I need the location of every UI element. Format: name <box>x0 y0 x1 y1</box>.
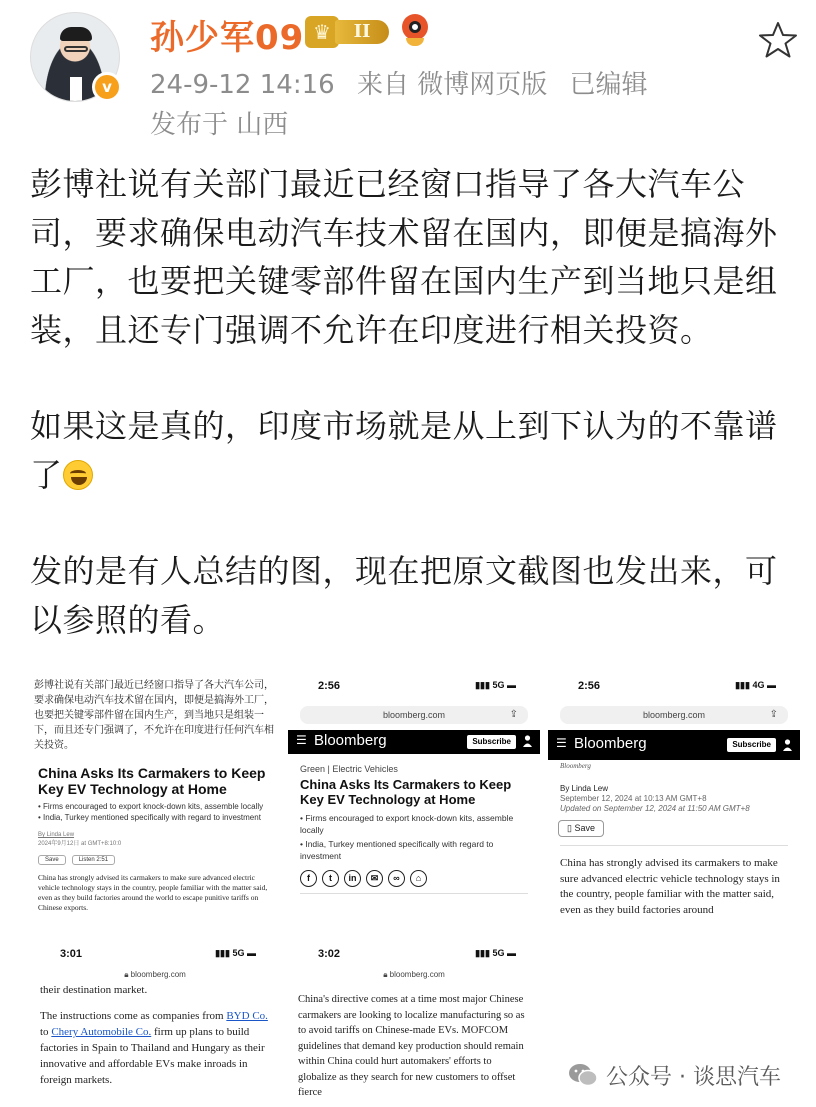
article-body: China's directive comes at a time most major Chinese carmakers are looking to localize manufacturing so as to avoid tariffs on Chinese-made EVs. MOFCOM guidelines that demand key production should remain within China could hurt automakers' efforts to globalize as they search for new customers to offset fierce <box>298 994 525 1098</box>
post-paragraph: 如果这是真的，印度市场就是从上到下认为的不靠谱了 <box>30 407 778 494</box>
share-icon[interactable]: ⇪ <box>769 709 778 720</box>
divider <box>560 845 788 846</box>
chery-link[interactable]: Chery Automobile Co. <box>51 1026 152 1038</box>
post-image-4[interactable] <box>30 940 280 1107</box>
user-icon[interactable] <box>783 739 792 751</box>
username[interactable]: 孙少军09 <box>150 18 305 58</box>
bullet-1: • Firms encouraged to export knock-down kits, assemble locally <box>300 813 514 835</box>
menu-icon[interactable]: ☰ <box>556 736 567 750</box>
article-body-2: The instructions come as companies from BYD Co. to Chery Automobile Co. firm up plans to build factories in Spain to Thailand and Hungary as their innovative and affordable EVs make inroads in foreign markets. <box>40 1010 268 1086</box>
user-icon[interactable] <box>523 735 532 747</box>
status-bar: 2:56 ▮▮▮ 4G ▬ <box>578 680 776 692</box>
post-meta <box>150 64 661 101</box>
linkedin-icon[interactable]: in <box>344 870 361 887</box>
article-byline: By Linda Lew September 12, 2024 at 10:13 AM GMT+8 Updated on September 12, 2024 at 11:50 AM GMT+8 <box>560 784 750 813</box>
level-label: II <box>335 20 389 44</box>
verified-icon: v <box>92 72 122 102</box>
bloomberg-nav <box>288 730 540 754</box>
twitter-icon[interactable]: t <box>322 870 339 887</box>
save-button[interactable]: ▯ Save <box>558 820 604 837</box>
post-image-1[interactable] <box>30 672 280 934</box>
address-bar[interactable]: bloomberg.com ⇪ <box>560 706 788 724</box>
gift-icon[interactable]: ⌂ <box>410 870 427 887</box>
email-icon[interactable]: ✉ <box>366 870 383 887</box>
save-button[interactable]: Save <box>38 855 66 865</box>
bloomberg-logo: Bloomberg <box>574 735 647 752</box>
bullet-1: • Firms encouraged to export knock-down kits, assemble locally <box>38 802 264 811</box>
address-bar[interactable]: 🔒︎ bloomberg.com <box>124 970 186 979</box>
post-body <box>30 160 790 692</box>
byd-link[interactable]: BYD Co. <box>226 1010 268 1022</box>
address-bar[interactable]: bloomberg.com ⇪ <box>300 706 528 724</box>
bloomberg-nav <box>548 730 800 760</box>
article-actions <box>30 849 280 865</box>
article-section: Green | Electric Vehicles <box>300 764 398 774</box>
bloomberg-logo: Bloomberg <box>314 732 387 749</box>
article-headline: China Asks Its Carmakers to Keep Key EV Technology at Home <box>38 765 266 797</box>
watermark <box>568 1058 781 1092</box>
post-paragraph: 彭博社说有关部门最近已经窗口指导了各大汽车公司，要求确保电动汽车技术留在国内，即便是搞海外工厂，也要把关键零部件留在国内生产到当地只是组装，且还专门强调不允许在印度进行相关投资。 <box>30 165 778 349</box>
post-timestamp: 24-9-12 14:16 <box>150 70 335 100</box>
share-icon[interactable]: ⇪ <box>509 709 518 720</box>
membership-icon[interactable] <box>400 14 430 48</box>
post-image-3[interactable] <box>548 672 800 934</box>
article-headline: China Asks Its Carmakers to Keep Key EV Technology at Home <box>300 777 512 807</box>
article-body-1: their destination market. <box>40 984 148 996</box>
link-icon[interactable]: ∞ <box>388 870 405 887</box>
article-byline: By Linda Lew 2024年9月12日 at GMT+8:10:0 <box>38 832 122 847</box>
facebook-icon[interactable]: f <box>300 870 317 887</box>
share-icons <box>288 862 540 887</box>
level-badge[interactable] <box>305 16 389 48</box>
image-caption: 彭博社说有关部门最近已经窗口指导了各大汽车公司，要求确保电动汽车技术留在国内，即便是搞海外工厂，也要把关键零部件留在国内生产，到当地只是组装一下，而且还专门强调了，不允许在印度进行任何汽车相关投资。 <box>34 680 274 751</box>
post-header <box>0 0 816 150</box>
post-location: 发布于 山西 <box>150 110 289 140</box>
crown-icon: ♛ <box>305 16 339 48</box>
post-image-5[interactable] <box>288 940 540 1107</box>
subscribe-button[interactable]: Subscribe <box>467 735 516 749</box>
wechat-official-account-icon <box>568 1062 598 1088</box>
status-bar: 3:02 ▮▮▮ 5G ▬ <box>318 948 516 960</box>
status-bar: 3:01 ▮▮▮ 5G ▬ <box>60 948 256 960</box>
bullet-2: • India, Turkey mentioned specifically with regard to investment <box>38 813 261 822</box>
address-bar[interactable]: 🔒︎ bloomberg.com <box>383 970 445 979</box>
post-source: 来自 微博网页版 <box>356 70 548 100</box>
article-bullets <box>30 797 280 823</box>
edited-label[interactable]: 已编辑 <box>569 70 648 100</box>
watermark-text: 公众号 · 谈思汽车 <box>606 1064 781 1090</box>
laughing-tears-emoji-icon <box>63 460 93 490</box>
post-image-2[interactable] <box>288 672 540 934</box>
menu-icon[interactable]: ☰ <box>296 733 307 747</box>
divider <box>300 893 528 894</box>
post-paragraph: 发的是有人总结的图，现在把原文截图也发出来，可以参照的看。 <box>30 552 778 639</box>
listen-button[interactable]: Listen 2:51 <box>72 855 115 865</box>
article-body: China has strongly advised its carmakers to make sure advanced electric vehicle technology stays in the country, people familiar with the matter said, even as they build factories around the world to escape punitive tariffs on Chinese exports. <box>38 873 268 912</box>
status-bar: 2:56 ▮▮▮ 5G ▬ <box>318 680 516 692</box>
article-body: China has strongly advised its carmakers to make sure advanced electric vehicle technology stays in the country, people familiar with the matter said, even as they build factories around <box>560 857 780 916</box>
bullet-2: • India, Turkey mentioned specifically with regard to investment <box>300 839 494 861</box>
favorite-star-icon[interactable] <box>758 20 798 60</box>
article-bullets <box>288 807 540 862</box>
article-kicker: Bloomberg <box>560 762 591 770</box>
subscribe-button[interactable]: Subscribe <box>727 738 776 752</box>
